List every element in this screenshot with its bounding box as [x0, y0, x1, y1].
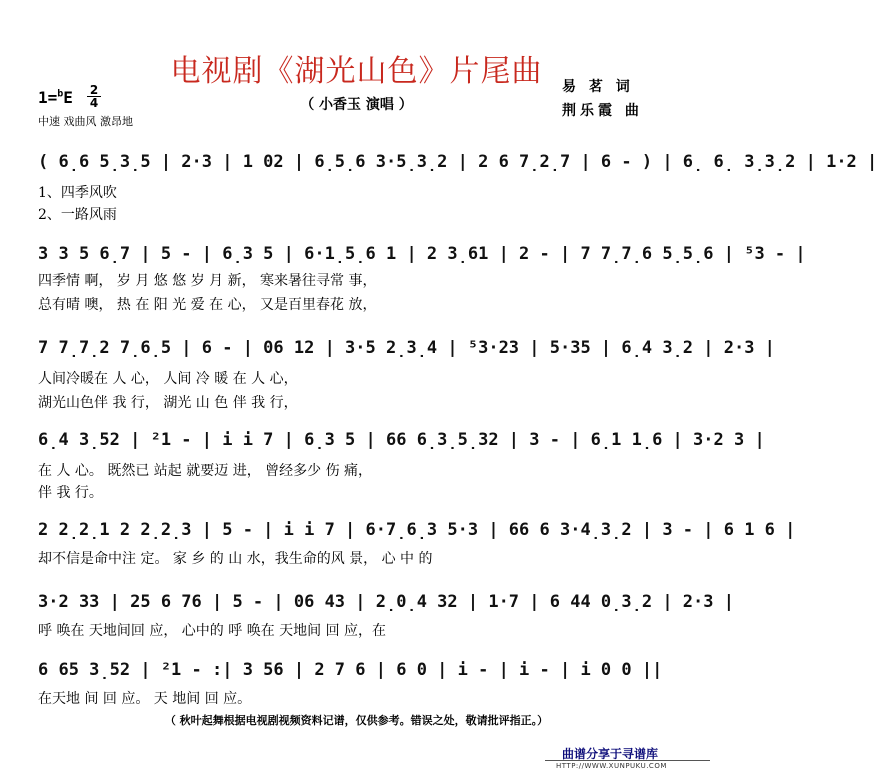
lyric-line-4b: 伴 我 行。: [38, 485, 103, 501]
notation-row-7: 6 65 3̣52 | ²1 - :| 3 56 | 2 7 6 | 6 0 | i - | i - | i 0 0 ||: [38, 660, 663, 680]
lyricist-credit: 易 茗 词: [562, 79, 634, 95]
lyric-line-2b: 总有晴 噢， 热 在 阳 光 爱 在 心， 又是百里春花 放，: [38, 297, 377, 313]
key-signature: 1=$^b$E: [38, 88, 73, 107]
time-signature: 2 4: [87, 84, 101, 109]
notation-row-3: 7 7̣7̣2 7̣6̣5 | 6 - | 06 12 | 3·5 2̣3̣4 | ⁵3·23 | 5·35 | 6̣4 3̣2 | 2·3 |: [38, 338, 775, 358]
notation-row-5: 2 2̣2̣1 2 2̣2̣3 | 5 - | i i 7 | 6·7̣6̣3 5·3 | 66 6 3·4̣3̣2 | 3 - | 6 1 6 |: [38, 520, 796, 540]
notation-row-4: 6̣4 3̣52 | ²1 - | i i 7 | 6̣3 5 | 66 6̣3̣5̣32 | 3 - | 6̣1 1̣6 | 3·2 3 |: [38, 430, 765, 450]
watermark-text: 曲谱分享于寻谱库: [562, 747, 659, 761]
lyric-line-3b: 湖光山色伴 我 行， 湖光 山 色 伴 我 行，: [38, 395, 298, 411]
lyric-line-2a: 四季情 啊， 岁 月 悠 悠 岁 月 新， 寒来暑往寻常 事，: [38, 273, 377, 289]
composer-credit: 荆乐霞 曲: [562, 103, 643, 119]
lyric-line-7: 在天地 间 回 应。 天 地间 回 应。: [38, 691, 252, 707]
notation-row-6: 3·2 33 | 25 6 76 | 5 - | 06 43 | 2̣0̣4 32 | 1·7 | 6 44 0̣3̣2 | 2·3 |: [38, 592, 734, 612]
tempo-marking: 中速 戏曲风 激昂地: [38, 115, 133, 128]
lyric-line-6: 呼 唤在 天地间回 应， 心中的 呼 唤在 天地间 回 应，在: [38, 623, 387, 639]
lyric-line-1a: 1、四季风吹: [38, 185, 117, 201]
song-title: 电视剧《湖光山色》片尾曲: [170, 54, 543, 89]
notation-row-2: 3 3 5 6̣7 | 5 - | 6̣3 5 | 6·1̣5̣6 1 | 2 3̣61 | 2 - | 7 7̣7̣6 5̣5̣6 | ⁵3 - |: [38, 244, 806, 264]
transcription-note: （ 秋叶起舞根据电视剧视频资料记谱，仅供参考。错误之处，敬请批评指正。）: [164, 714, 549, 727]
singer-credit: （ 小香玉 演唱 ）: [300, 97, 413, 113]
lyric-line-5: 却不信是命中注 定。 家 乡 的 山 水，我生命的风 景， 心 中 的: [38, 551, 433, 567]
lyric-line-3a: 人间冷暖在 人 心， 人间 冷 暖 在 人 心，: [38, 371, 298, 387]
notation-row-1: ( 6̣6 5̣3̣5 | 2·3 | 1 02 | 6̣5̣6 3·5̣3̣2 | 2 6 7̣2̣7 | 6 - ) | 6̣ 6̣ 3̣3̣2 | 1·2 |: [38, 152, 877, 172]
watermark-url[interactable]: HTTP://WWW.XUNPUKU.COM: [556, 762, 667, 770]
lyric-line-4a: 在 人 心。 既然已 站起 就要迈 进， 曾经多少 伤 痛，: [38, 463, 373, 479]
lyric-line-1b: 2、一路风雨: [38, 207, 117, 223]
